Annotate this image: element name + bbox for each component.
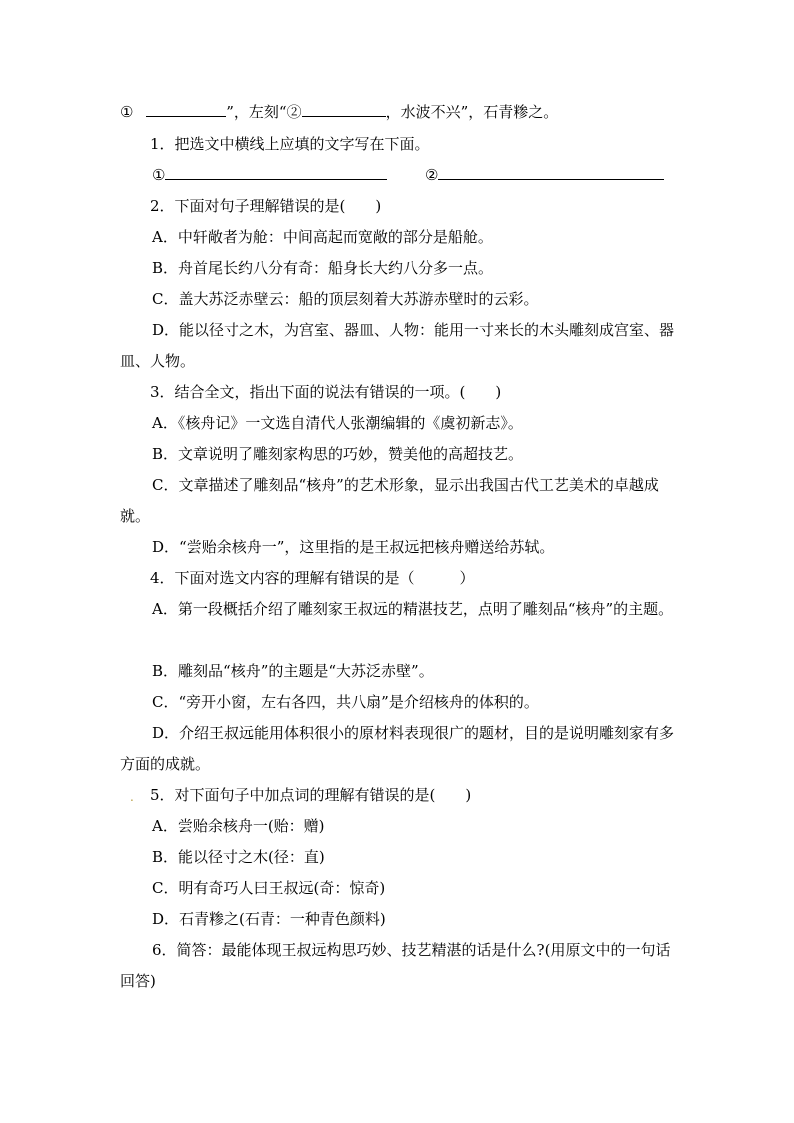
q2-option-d: D．能以径寸之木，为宫室、器皿、人物：能用一寸来长的木头雕刻成宫室、器皿、人物。 [120,321,675,370]
blank-1[interactable] [146,102,226,117]
q4-stem: 4．下面对选文内容的理解有错误的是（ ） [150,569,475,587]
q4-option-a: A．第一段概括介绍了雕刻家王叔远的精湛技艺，点明了雕刻品“核舟”的主题。 [152,600,674,618]
q3-stem: 3．结合全文，指出下面的说法有错误的一项。( ) [150,383,502,401]
mark-dot-icon: . [130,790,134,804]
q5-option-b: B．能以径寸之木(径：直) [152,848,325,866]
q2-option-b: B．舟首尾长约八分有奇：船身长大约八分多一点。 [152,259,494,277]
q4-option-b: B．雕刻品“核舟”的主题是“大苏泛赤壁”。 [152,662,434,680]
q2-option-c: C．盖大苏泛赤壁云：船的顶层刻着大苏游赤壁时的云彩。 [152,290,539,308]
q2-option-a: A．中轩敞者为舱：中间高起而宽敞的部分是船舱。 [152,228,493,246]
q2-stem: 2．下面对句子理解错误的是( ) [150,197,382,215]
q5-stem: . 5．对下面句子中加点词的理解有错误的是( ) [150,785,471,805]
q1-answer-line: ① ② [152,165,664,185]
q5-option-c: C．明有奇巧人曰王叔远(奇：惊奇) [152,879,386,897]
q3-option-a: A．《核舟记》一文选自清代人张潮编辑的《虞初新志》。 [152,414,523,432]
q5-option-d: D．石青糁之(石青：一种青色颜料) [152,910,386,928]
q3-option-b: B．文章说明了雕刻家构思的巧妙，赞美他的高超技艺。 [152,445,524,463]
q4-option-d: D．介绍王叔远能用体积很小的原材料表现很广的题材，目的是说明雕刻家有多方面的成就。 [120,724,675,773]
answer-blank-2[interactable] [438,165,664,180]
fill-line-top: ① ”，左刻“② ，水波不兴”，石青糁之。 [120,103,559,121]
q5-option-a: A．尝贻余核舟一(贻：赠) [152,817,325,835]
q4-option-c: C．“旁开小窗，左右各四，共八扇”是介绍核舟的体积的。 [152,693,539,711]
q6-stem: 6．简答：最能体现王叔远构思巧妙、技艺精湛的话是什么?(用原文中的一句话回答) [120,941,671,990]
q3-option-d: D．“尝贻余核舟一”，这里指的是王叔远把核舟赠送给苏轼。 [152,538,555,556]
blank-2[interactable] [302,102,386,117]
answer-blank-1[interactable] [165,165,387,180]
q3-option-c: C．文章描述了雕刻品“核舟”的艺术形象，显示出我国古代工艺美术的卓越成就。 [120,476,659,525]
q1-stem: 1．把选文中横线上应填的文字写在下面。 [150,135,430,153]
